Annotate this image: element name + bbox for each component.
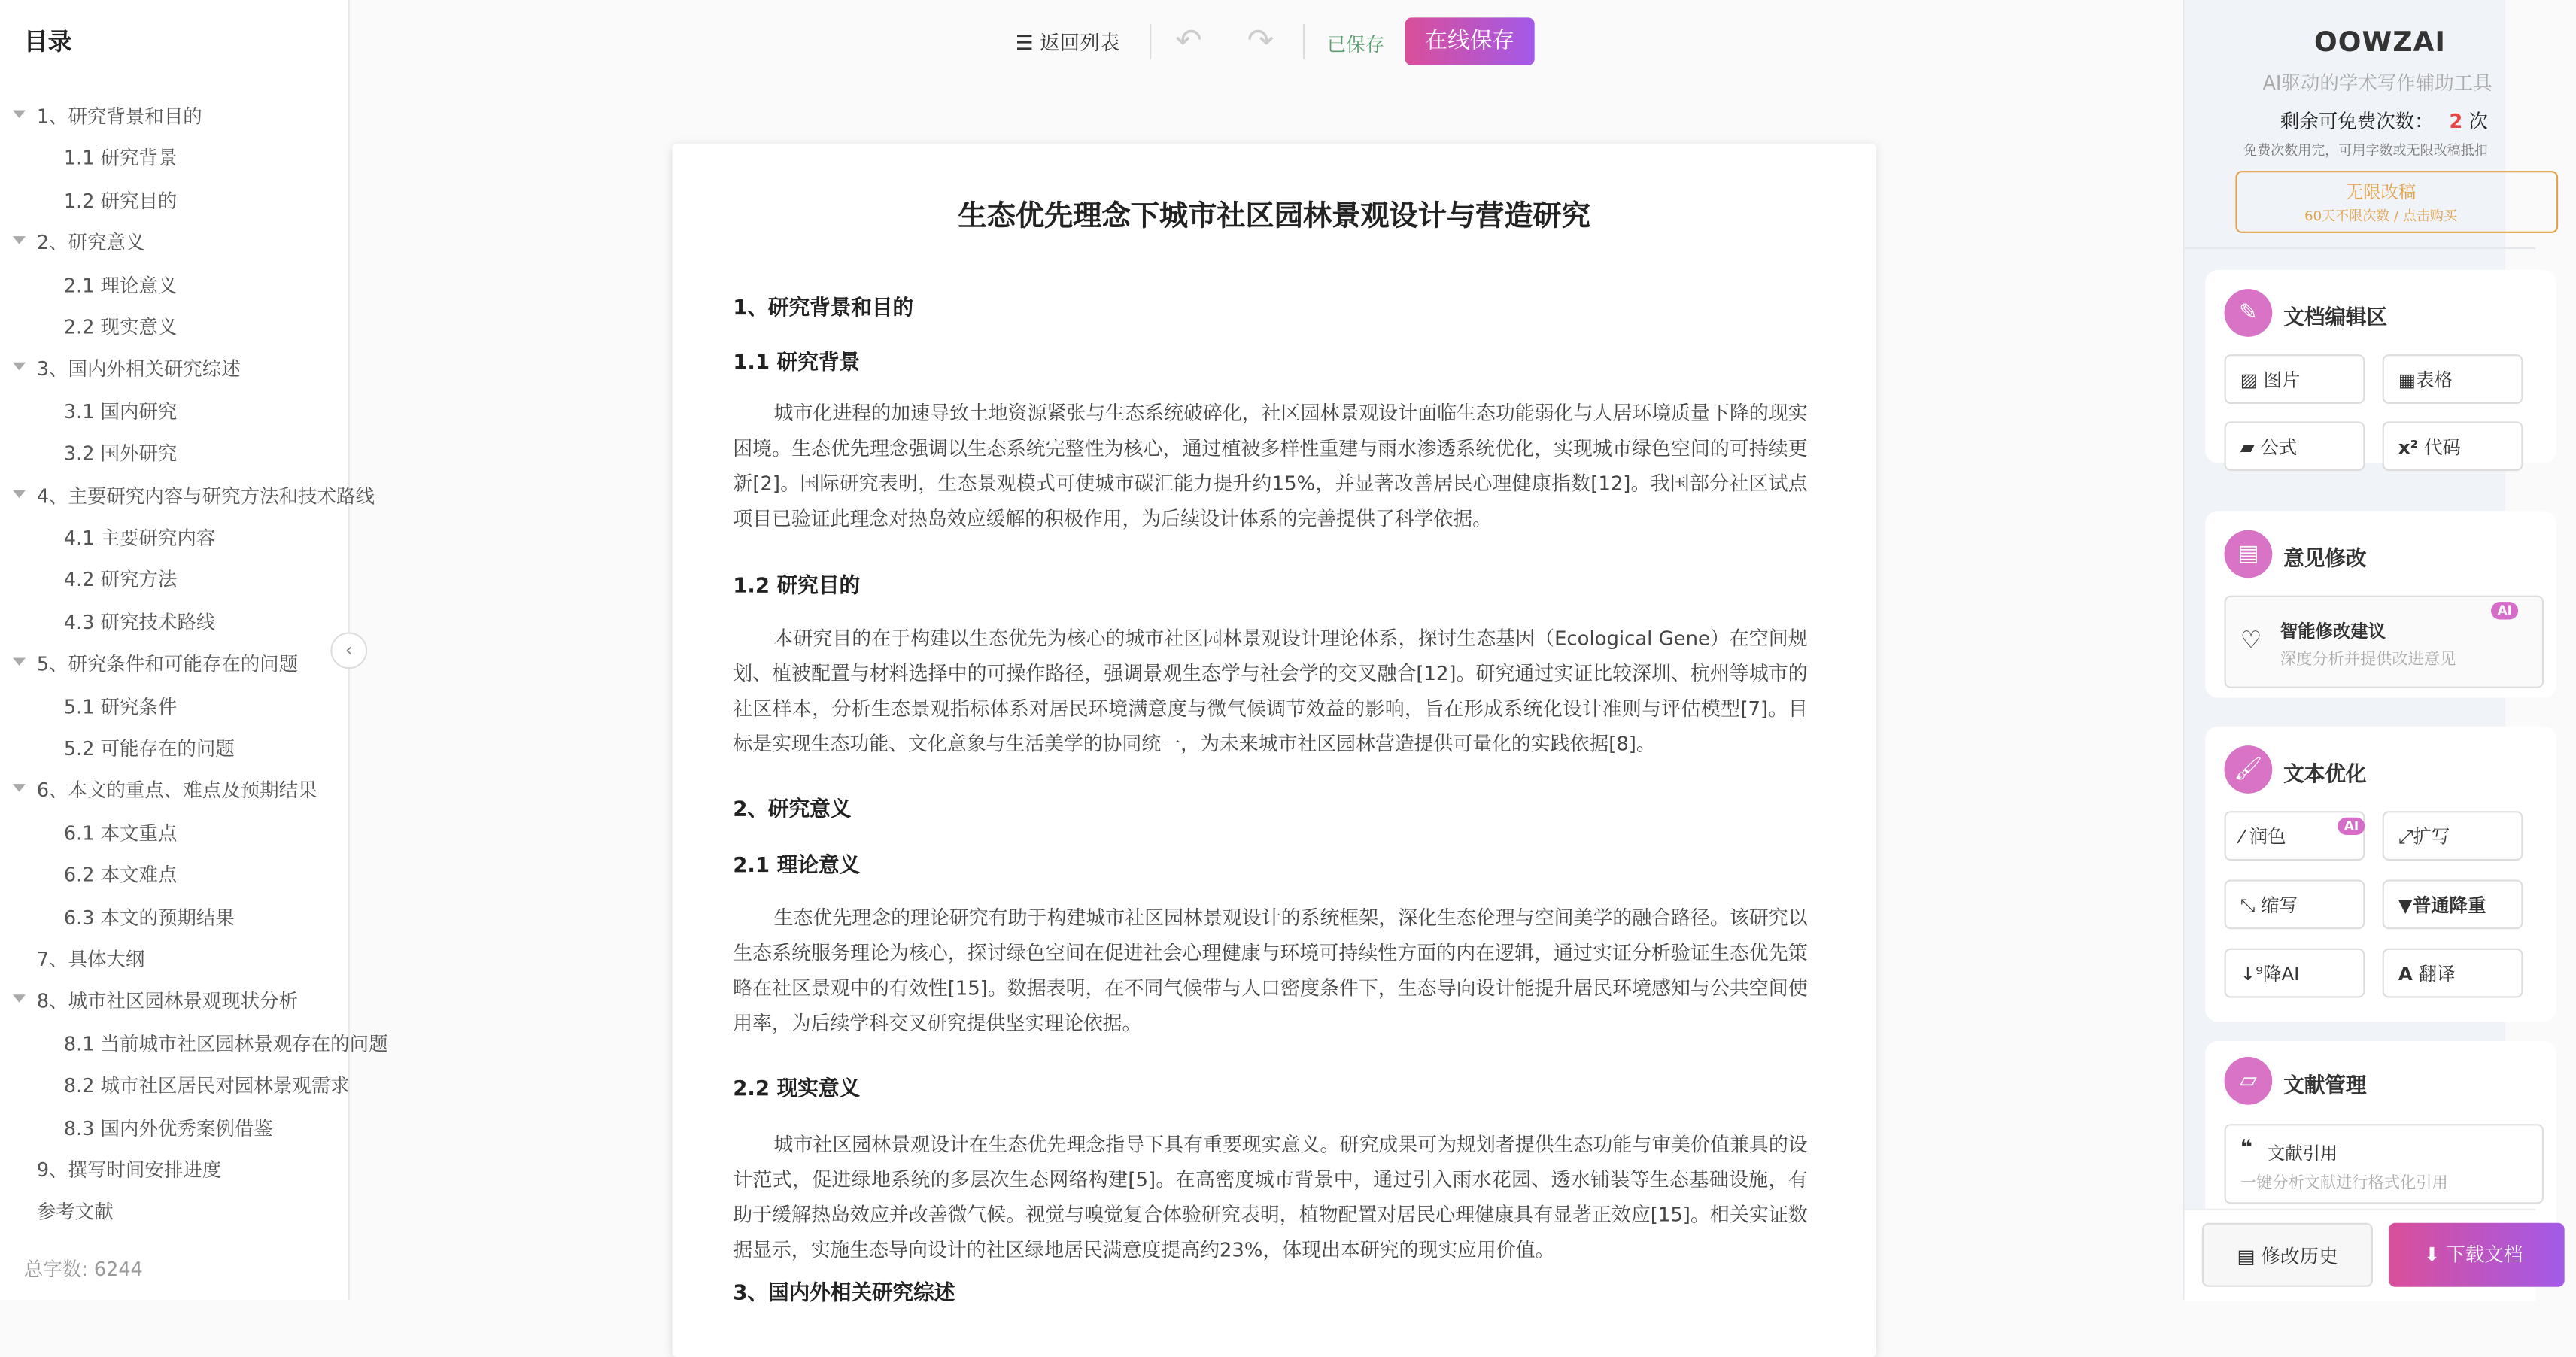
toc-item[interactable]: [0, 650, 319, 678]
shorten-button[interactable]: [2225, 879, 2365, 929]
toc-item[interactable]: [0, 439, 319, 468]
divider: [1150, 24, 1151, 59]
toc-item-label: 2.2 现实意义: [63, 316, 178, 338]
caret-down-icon[interactable]: [13, 490, 26, 498]
toc-item[interactable]: [0, 1198, 319, 1227]
toc-item[interactable]: [0, 1156, 319, 1185]
document-icon: ▤: [2225, 530, 2273, 578]
section-heading[interactable]: 1.1 研究背景: [733, 351, 861, 375]
free-label: 剩余可免费次数：: [2280, 110, 2434, 133]
toc-item[interactable]: [0, 818, 319, 847]
toc-item[interactable]: [0, 861, 319, 889]
caret-down-icon[interactable]: [13, 785, 26, 793]
download-button[interactable]: [2389, 1223, 2564, 1287]
redo-icon[interactable]: ↷: [1247, 20, 1274, 59]
divider: [1303, 24, 1305, 59]
toc-item[interactable]: [0, 355, 319, 384]
document-page[interactable]: [673, 144, 1876, 1357]
button-label: 公式: [2260, 436, 2298, 459]
suggestion-title: 智能修改建议: [2280, 621, 2386, 642]
toc-item[interactable]: [0, 144, 319, 173]
undo-icon[interactable]: ↶: [1175, 20, 1202, 59]
word-count: 总字数: 6244: [23, 1258, 143, 1281]
tools-panel: [2183, 0, 2523, 1300]
polish-button[interactable]: [2225, 811, 2365, 861]
toc-item-label: 4.3 研究技术路线: [63, 611, 216, 634]
card-title: 文本优化: [2283, 763, 2367, 788]
toc-item-label: 5.2 可能存在的问题: [63, 737, 235, 760]
brand-logo: OOWZAI: [2313, 27, 2447, 59]
collapse-sidebar-button[interactable]: [330, 632, 367, 669]
suggestion-subtitle: 深度分析并提供改进意见: [2280, 651, 2456, 669]
toc-item[interactable]: [0, 1114, 319, 1143]
dedupe-button[interactable]: [2383, 879, 2523, 929]
toc-item[interactable]: [0, 1072, 350, 1100]
text-optimize-card: [2205, 727, 2556, 1022]
insert-formula-button[interactable]: [2225, 421, 2365, 471]
toc-item-label: 5、研究条件和可能存在的问题: [36, 653, 299, 676]
caret-down-icon[interactable]: [13, 363, 26, 372]
toc-item[interactable]: [0, 397, 319, 426]
section-heading[interactable]: 3、国内外相关研究综述: [733, 1282, 955, 1307]
ai-badge: AI: [2491, 602, 2518, 619]
unlimited-title: 无限改稿: [2345, 181, 2417, 203]
pencil-icon: ✎: [2225, 289, 2273, 337]
translate-button[interactable]: [2383, 949, 2523, 998]
lightbulb-icon: ♡: [2240, 626, 2262, 655]
toc-item-label: 2、研究意义: [36, 232, 145, 254]
button-label: 降AI: [2263, 962, 2300, 985]
insert-image-button[interactable]: [2225, 354, 2365, 404]
toc-item[interactable]: [0, 903, 319, 931]
back-label: 返回列表: [1040, 30, 1120, 55]
list-icon: ☰: [1015, 30, 1034, 55]
button-label: 翻译: [2418, 962, 2456, 985]
toc-item-label: 3.1 国内研究: [63, 400, 178, 423]
toc-item-label: 8、城市社区园林景观现状分析: [36, 990, 299, 1013]
back-to-list-button[interactable]: [1016, 27, 1119, 56]
button-label: 下载文档: [2446, 1243, 2523, 1267]
table-icon: ▦: [2398, 369, 2417, 392]
toc-item[interactable]: [0, 313, 319, 342]
unlimited-subtitle: 60天不限次数 / 点击购买: [2304, 209, 2458, 226]
toc-item-label: 4.1 主要研究内容: [63, 527, 216, 550]
expand-button[interactable]: [2383, 811, 2523, 861]
toc-item-label: 参考文献: [36, 1201, 114, 1224]
chevron-left-icon: ‹: [345, 638, 353, 661]
ai-badge: AI: [2338, 818, 2365, 835]
divider: [2185, 247, 2536, 249]
toc-item-label: 6、本文的重点、难点及预期结果: [36, 779, 317, 803]
superscript-icon: x²: [2398, 436, 2419, 459]
section-heading[interactable]: 2.1 理论意义: [733, 854, 861, 879]
toolbar: [350, 0, 2183, 83]
smart-suggestion-button[interactable]: [2225, 596, 2544, 688]
button-label: 缩写: [2261, 894, 2298, 917]
toc-title: 目录: [23, 27, 72, 56]
saved-status: 已保存: [1326, 33, 1385, 56]
toc-item-label: 6.3 本文的预期结果: [63, 906, 235, 929]
button-label: 扩写: [2413, 825, 2450, 849]
toc-item-label: 4.2 研究方法: [63, 569, 178, 592]
toc-item-label: 6.1 本文重点: [63, 821, 178, 845]
insert-code-button[interactable]: [2383, 421, 2523, 471]
toc-item-label: 2.1 理论意义: [63, 274, 178, 296]
sort-icon: ↓⁹: [2240, 962, 2264, 985]
toc-item-label: 3.2 国外研究: [63, 442, 178, 466]
toc-item[interactable]: [0, 692, 319, 721]
toc-item-label: 5.1 研究条件: [63, 695, 178, 718]
bottom-actions: [2185, 1209, 2536, 1301]
toc-item[interactable]: [0, 945, 319, 973]
save-online-button[interactable]: 在线保存: [1405, 17, 1535, 65]
citation-button[interactable]: [2225, 1124, 2544, 1204]
caret-down-icon[interactable]: [13, 237, 26, 245]
font-icon: A: [2398, 962, 2413, 985]
review-card: [2205, 511, 2556, 697]
button-label: 图片: [2263, 369, 2301, 392]
caret-down-icon[interactable]: [13, 995, 26, 1003]
toc-item[interactable]: [0, 734, 319, 763]
free-count-line: [2280, 107, 2488, 134]
section-heading[interactable]: 1、研究背景和目的: [733, 296, 914, 321]
toc-item-label: 7、具体大纲: [36, 948, 145, 971]
button-label: 表格: [2416, 369, 2453, 392]
caret-down-icon[interactable]: [13, 110, 26, 118]
brush-icon: 🖌: [2225, 745, 2273, 794]
toc-item-label: 8.2 城市社区居民对园林景观需求: [63, 1074, 350, 1097]
unlimited-revision-button[interactable]: [2235, 171, 2558, 233]
toc-item-label: 6.2 本文难点: [63, 864, 178, 887]
toc-item-label: 3、国内外相关研究综述: [36, 358, 241, 381]
citation-title: 文献引用: [2267, 1143, 2338, 1164]
download-icon: ⬇: [2423, 1243, 2441, 1267]
free-unit: 次: [2468, 110, 2488, 133]
button-label: 润色: [2249, 825, 2286, 849]
toc-item-label: 9、撰写时间安排进度: [36, 1158, 222, 1182]
book-icon: ▰: [2240, 436, 2255, 459]
paragraph[interactable]: 生态优先理念的理论研究有助于构建城市社区园林景观设计的系统框架，深化生态伦理与空间美学的融合路径。该研究以生态系统服务理论为核心，探讨绿色空间在促进社会心理健康与环境可持续性方面的内在逻辑，通过实证分析验证生态优先策略在社区景观中的有效性[15]。数据表明，在不同气候带与人口密度条件下，生态导向设计能提升居民环境感知与公共空间使用率，为后续学科交叉研究提供坚实理论依据。: [733, 906, 1808, 1035]
image-icon: ▨: [2240, 369, 2258, 392]
toc-item-label: 1、研究背景和目的: [36, 105, 202, 128]
toc-item-label: 1.2 研究目的: [63, 190, 178, 212]
paragraph[interactable]: 本研究目的在于构建以生态优先为核心的城市社区园林景观设计理论体系，探讨生态基因（Ecological Gene）在空间规划、植被配置与材料选择中的可操作路径，强调景观生态学与社会学的交叉融合[12]。研究通过实证比较深圳、杭州等城市的社区样本，分析生态景观指标体系对居民环境满意度与微气候调节效益的影响，旨在形成系统化设计准则与评估模型[7]。目标是实现生态功能、文化意象与生活美学的协同统一，为未来城市社区园林营造提供可量化的实践依据[8]。: [733, 627, 1808, 755]
section-heading[interactable]: 2、研究意义: [733, 798, 852, 823]
toc-item[interactable]: [0, 566, 319, 594]
toc-item[interactable]: [0, 229, 319, 257]
book-icon: ▱: [2225, 1057, 2273, 1105]
toc-item[interactable]: [0, 481, 375, 510]
free-count: 2: [2449, 110, 2463, 133]
card-title: 文献管理: [2283, 1074, 2367, 1099]
history-icon: ▤: [2237, 1245, 2256, 1268]
toc-sidebar: [0, 0, 388, 1300]
citation-subtitle: 一键分析文献进行格式化引用: [2240, 1175, 2448, 1193]
toc-item[interactable]: [0, 524, 319, 552]
toc-item[interactable]: [0, 1030, 388, 1058]
magic-wand-icon: ⁄: [2240, 825, 2243, 849]
reduce-ai-button[interactable]: [2225, 949, 2365, 998]
section-heading[interactable]: 1.2 研究目的: [733, 575, 861, 599]
document-title[interactable]: 生态优先理念下城市社区园林景观设计与营造研究: [958, 199, 1590, 233]
toc-item[interactable]: [0, 608, 319, 636]
button-label: 普通降重: [2412, 894, 2486, 917]
expand-icon: ⤢: [2398, 825, 2413, 849]
revision-history-button[interactable]: [2202, 1223, 2373, 1287]
button-label: 代码: [2424, 436, 2461, 459]
card-title: 文档编辑区: [2283, 306, 2388, 331]
toc-item[interactable]: [0, 776, 319, 805]
toc-item[interactable]: [0, 988, 319, 1016]
toc-item[interactable]: [0, 102, 319, 131]
toc-item-label: 8.1 当前城市社区园林景观存在的问题: [63, 1032, 388, 1055]
tagline: AI驱动的学术写作辅助工具: [2262, 71, 2492, 95]
section-heading[interactable]: 2.2 现实意义: [733, 1077, 861, 1102]
quote-icon: ❝: [2240, 1137, 2253, 1161]
paragraph[interactable]: 城市社区园林景观设计在生态优先理念指导下具有重要现实意义。研究成果可为规划者提供生态功能与审美价值兼具的设计范式，促进绿地系统的多层次生态网络构建[5]。在高密度城市背景中，通过引入雨水花园、透水铺装等生态基础设施，有助于缓解热岛效应并改善微气候。视觉与嗅觉复合体验研究表明，植物配置对居民心理健康具有显著正效应[15]。相关实证数据显示，实施生态导向设计的社区绿地居民满意度提高约23%，体现出本研究的现实应用价值。: [733, 1133, 1808, 1261]
filter-icon: ▼: [2398, 894, 2413, 917]
toc-item[interactable]: [0, 187, 319, 215]
document-edit-card: [2205, 270, 2556, 463]
paragraph[interactable]: 城市化进程的加速导致土地资源紧张与生态系统破碎化，社区园林景观设计面临生态功能弱化与人居环境质量下降的现实困境。生态优先理念强调以生态系统完整性为核心，通过植被多样性重建与雨水渗透系统优化，实现城市绿色空间的可持续更新[2]。国际研究表明，生态景观模式可使城市碳汇能力提升约15%，并显著改善居民心理健康指数[12]。我国部分社区试点项目已验证此理念对热岛效应缓解的积极作用，为后续设计体系的完善提供了科学依据。: [733, 402, 1808, 530]
free-note: 免费次数用完，可用字数或无限改稿抵扣: [2243, 144, 2488, 160]
button-label: 修改历史: [2261, 1245, 2338, 1268]
insert-table-button[interactable]: [2383, 354, 2523, 404]
compress-icon: ⤡: [2240, 894, 2256, 917]
caret-down-icon[interactable]: [13, 658, 26, 666]
toc-item-label: 8.3 国内外优秀案例借鉴: [63, 1116, 273, 1140]
toc-item-label: 1.1 研究背景: [63, 147, 178, 170]
card-title: 意见修改: [2283, 548, 2367, 572]
toc-item[interactable]: [0, 271, 319, 299]
toc-item-label: 4、主要研究内容与研究方法和技术路线: [36, 484, 375, 508]
